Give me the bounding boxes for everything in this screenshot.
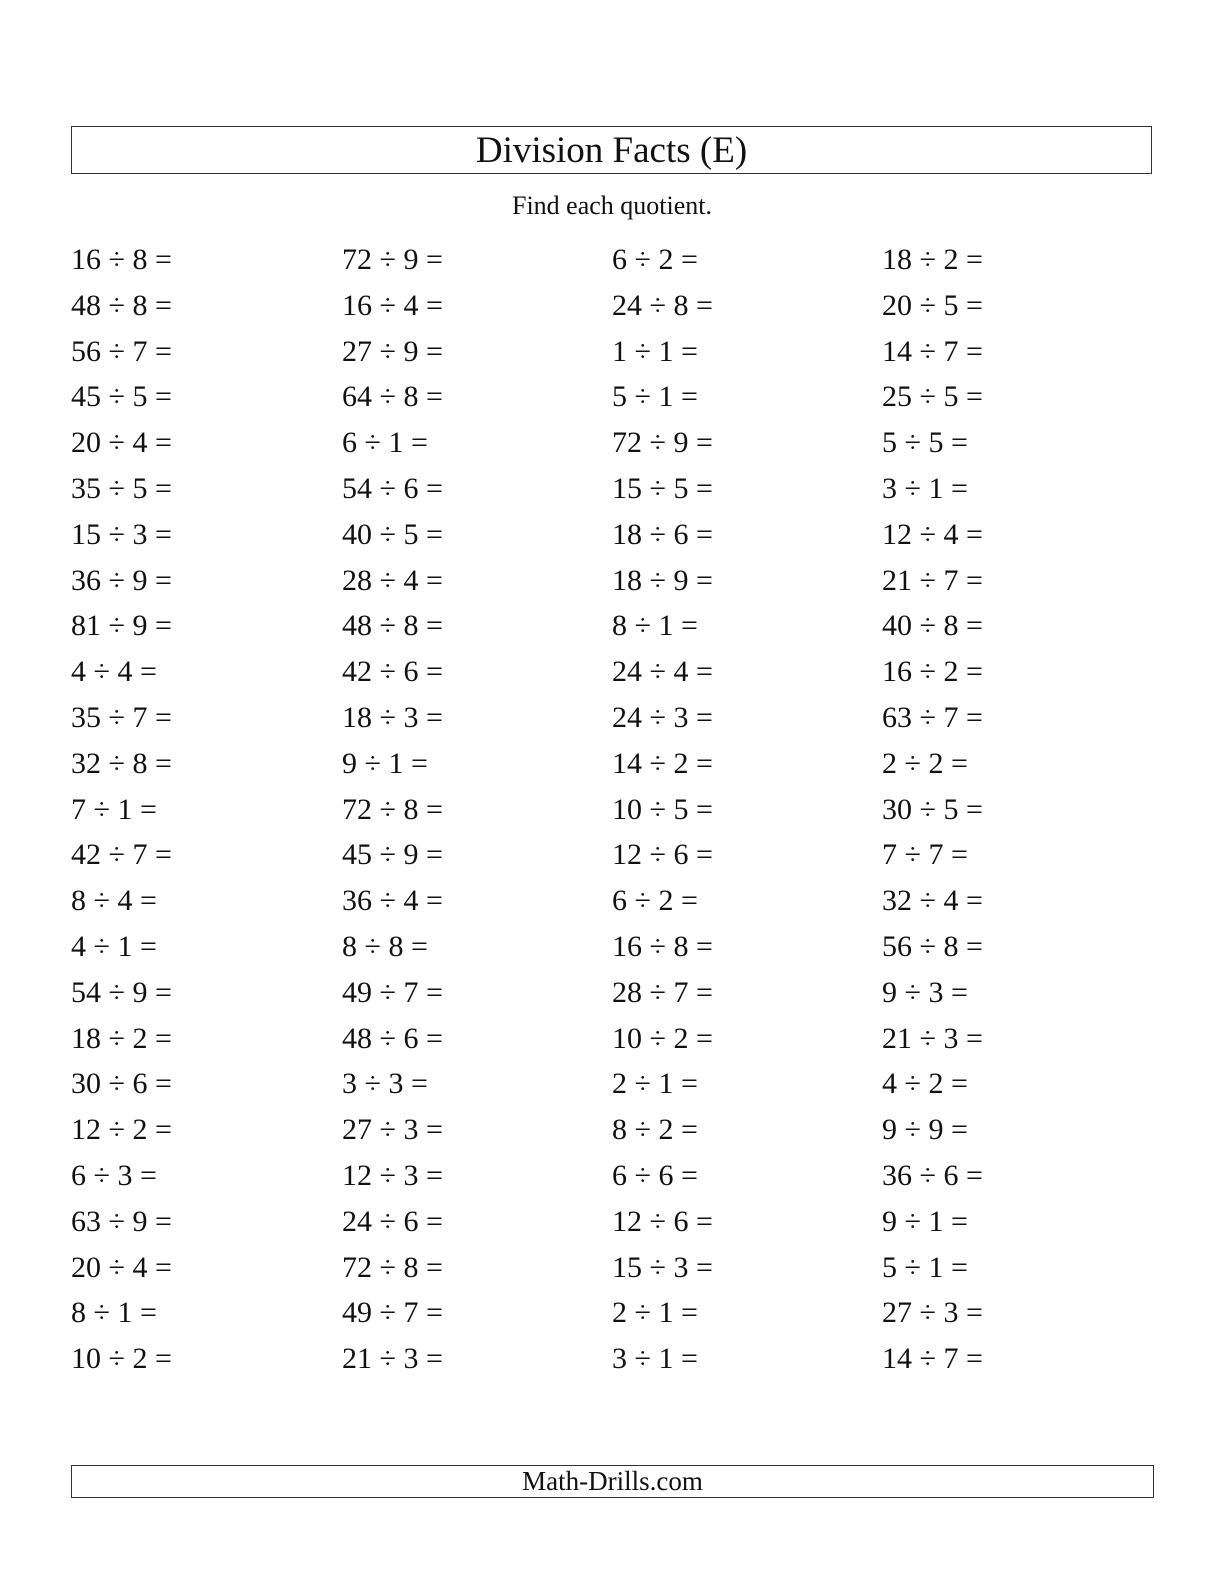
division-problem: 8 ÷ 1 = [71,1296,157,1329]
division-problem: 12 ÷ 3 = [342,1159,443,1192]
division-problem: 28 ÷ 7 = [612,976,713,1009]
division-problem: 16 ÷ 8 = [612,930,713,963]
division-problem: 12 ÷ 4 = [882,518,983,551]
division-problem: 48 ÷ 8 = [71,289,172,322]
division-problem: 54 ÷ 6 = [342,472,443,505]
title-box [71,126,1152,174]
division-problem: 35 ÷ 7 = [71,701,172,734]
division-problem: 8 ÷ 8 = [342,930,428,963]
division-problem: 7 ÷ 1 = [71,793,157,826]
instructions: Find each quotient. [511,191,712,220]
division-problem: 56 ÷ 8 = [882,930,983,963]
division-problem: 16 ÷ 4 = [342,289,443,322]
division-problem: 6 ÷ 3 = [71,1159,157,1192]
division-problem: 7 ÷ 7 = [882,838,968,871]
division-problem: 72 ÷ 9 = [342,243,443,276]
division-problem: 42 ÷ 7 = [71,838,172,871]
division-problem: 6 ÷ 1 = [342,426,428,459]
division-problem: 20 ÷ 5 = [882,289,983,322]
division-problem: 48 ÷ 8 = [342,609,443,642]
division-problem: 5 ÷ 5 = [882,426,968,459]
division-problem: 20 ÷ 4 = [71,1251,172,1284]
division-problem: 8 ÷ 4 = [71,884,157,917]
division-problem: 16 ÷ 2 = [882,655,983,688]
division-problem: 30 ÷ 6 = [71,1067,172,1100]
division-problem: 5 ÷ 1 = [882,1251,968,1284]
division-problem: 72 ÷ 9 = [612,426,713,459]
division-problem: 3 ÷ 1 = [612,1342,698,1375]
division-problem: 18 ÷ 2 = [71,1022,172,1055]
worksheet-title: Division Facts (E) [475,129,748,171]
division-problem: 45 ÷ 5 = [71,380,172,413]
division-problem: 27 ÷ 3 = [342,1113,443,1146]
division-problem: 81 ÷ 9 = [71,609,172,642]
division-problem: 72 ÷ 8 = [342,793,443,826]
division-problem: 2 ÷ 1 = [612,1296,698,1329]
division-problem: 16 ÷ 8 = [71,243,172,276]
division-problem: 9 ÷ 9 = [882,1113,968,1146]
division-problem: 12 ÷ 6 = [612,838,713,871]
division-problem: 18 ÷ 9 = [612,564,713,597]
division-problem: 14 ÷ 7 = [882,335,983,368]
division-problem: 42 ÷ 6 = [342,655,443,688]
division-problem: 27 ÷ 3 = [882,1296,983,1329]
division-problem: 49 ÷ 7 = [342,976,443,1009]
division-problem: 32 ÷ 4 = [882,884,983,917]
division-problem: 35 ÷ 5 = [71,472,172,505]
division-problem: 56 ÷ 7 = [71,335,172,368]
division-problem: 48 ÷ 6 = [342,1022,443,1055]
division-problem: 24 ÷ 8 = [612,289,713,322]
division-problem: 8 ÷ 1 = [612,609,698,642]
division-problem: 15 ÷ 5 = [612,472,713,505]
division-problem: 1 ÷ 1 = [612,335,698,368]
division-problem: 15 ÷ 3 = [612,1251,713,1284]
division-problem: 2 ÷ 1 = [612,1067,698,1100]
division-problem: 12 ÷ 6 = [612,1205,713,1238]
division-problem: 5 ÷ 1 = [612,380,698,413]
footer-site: Math-Drills.com [522,1466,703,1496]
division-problem: 24 ÷ 4 = [612,655,713,688]
division-problem: 21 ÷ 7 = [882,564,983,597]
division-problem: 27 ÷ 9 = [342,335,443,368]
division-problem: 14 ÷ 2 = [612,747,713,780]
division-problem: 4 ÷ 2 = [882,1067,968,1100]
division-problem: 54 ÷ 9 = [71,976,172,1009]
division-problem: 15 ÷ 3 = [71,518,172,551]
division-problem: 36 ÷ 4 = [342,884,443,917]
division-problem: 63 ÷ 9 = [71,1205,172,1238]
division-problem: 63 ÷ 7 = [882,701,983,734]
division-problem: 40 ÷ 8 = [882,609,983,642]
division-problem: 6 ÷ 2 = [612,243,698,276]
division-problem: 28 ÷ 4 = [342,564,443,597]
division-problem: 72 ÷ 8 = [342,1251,443,1284]
division-problem: 21 ÷ 3 = [882,1022,983,1055]
division-problem: 36 ÷ 6 = [882,1159,983,1192]
division-problem: 10 ÷ 2 = [612,1022,713,1055]
division-problem: 9 ÷ 1 = [882,1205,968,1238]
division-problem: 25 ÷ 5 = [882,380,983,413]
division-problem: 18 ÷ 6 = [612,518,713,551]
division-problem: 9 ÷ 3 = [882,976,968,1009]
division-problem: 21 ÷ 3 = [342,1342,443,1375]
division-problem: 3 ÷ 1 = [882,472,968,505]
division-problem: 20 ÷ 4 = [71,426,172,459]
division-problem: 45 ÷ 9 = [342,838,443,871]
division-problem: 30 ÷ 5 = [882,793,983,826]
division-problem: 40 ÷ 5 = [342,518,443,551]
division-problem: 14 ÷ 7 = [882,1342,983,1375]
division-problem: 10 ÷ 2 = [71,1342,172,1375]
division-problem: 64 ÷ 8 = [342,380,443,413]
division-problem: 24 ÷ 6 = [342,1205,443,1238]
division-problem: 32 ÷ 8 = [71,747,172,780]
division-problem: 18 ÷ 3 = [342,701,443,734]
division-problem: 18 ÷ 2 = [882,243,983,276]
division-problem: 49 ÷ 7 = [342,1296,443,1329]
footer-box [71,1465,1154,1498]
division-problem: 6 ÷ 6 = [612,1159,698,1192]
division-problem: 10 ÷ 5 = [612,793,713,826]
division-problem: 4 ÷ 1 = [71,930,157,963]
division-problem: 8 ÷ 2 = [612,1113,698,1146]
division-problem: 24 ÷ 3 = [612,701,713,734]
division-problem: 2 ÷ 2 = [882,747,968,780]
division-problem: 12 ÷ 2 = [71,1113,172,1146]
division-problem: 6 ÷ 2 = [612,884,698,917]
division-problem: 4 ÷ 4 = [71,655,157,688]
division-problem: 36 ÷ 9 = [71,564,172,597]
division-problem: 9 ÷ 1 = [342,747,428,780]
division-problem: 3 ÷ 3 = [342,1067,428,1100]
